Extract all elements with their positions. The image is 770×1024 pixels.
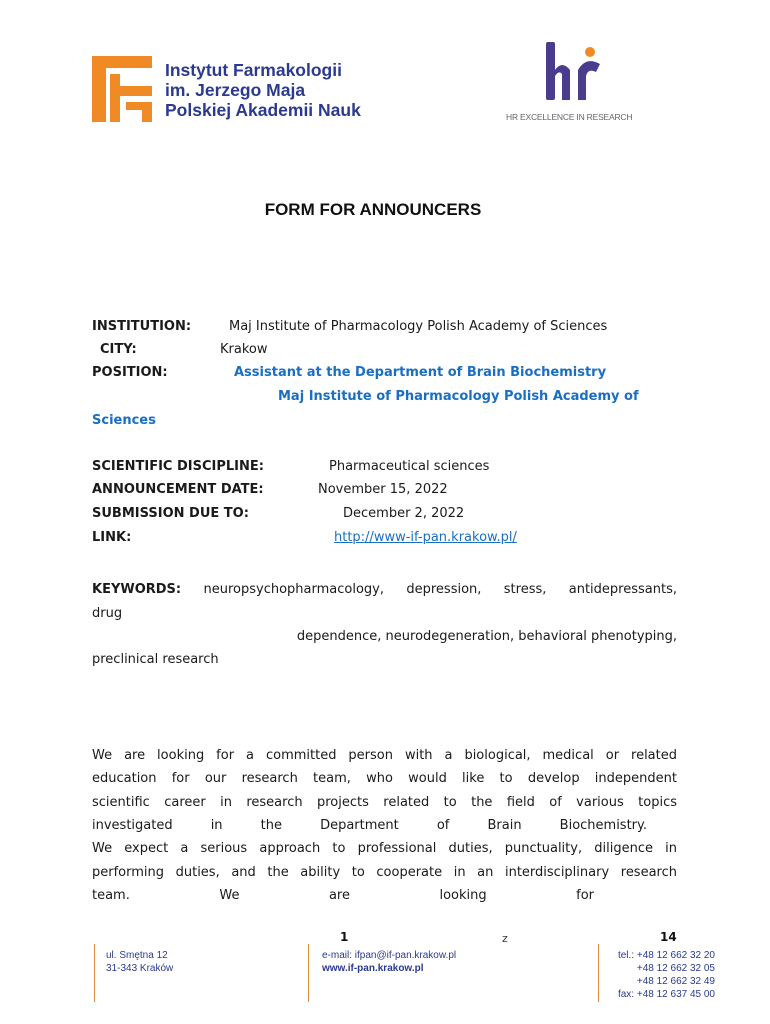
hr-tagline: HR EXCELLENCE IN RESEARCH — [506, 112, 633, 122]
discipline-label: SCIENTIFIC DISCIPLINE: — [92, 459, 264, 474]
city-label: CITY: — [100, 342, 137, 357]
position-value-line-1: Assistant at the Department of Brain Biochemistry — [234, 365, 607, 380]
footer-divider — [598, 944, 599, 1002]
footer-address-line-1: ul. Smętna 12 — [106, 950, 168, 961]
footer-website: www.if-pan.krakow.pl — [322, 963, 424, 974]
position-value-line-2: Maj Institute of Pharmacology Polish Academy of — [278, 389, 639, 404]
footer-fax: fax: +48 12 637 45 00 — [617, 989, 715, 1000]
footer-divider — [308, 944, 309, 1002]
body-line-2: education for our research team, who would like to develop independent — [92, 771, 677, 786]
institute-name-line-2: im. Jerzego Maja — [165, 80, 306, 100]
link-label: LINK: — [92, 530, 132, 545]
body-line-4: investigated in the Department of Brain Biochemistry. — [92, 818, 647, 833]
footer-divider — [94, 944, 95, 1002]
institute-name-line-3: Polskiej Akademii Nauk — [165, 100, 361, 120]
position-value-line-3: Sciences — [92, 413, 156, 428]
page-title: FORM FOR ANNOUNCERS — [264, 200, 482, 219]
keywords-line-1 — [92, 582, 677, 598]
announcement-date-label: ANNOUNCEMENT DATE: — [92, 482, 264, 497]
body-line-5: We expect a serious approach to professional duties, punctuality, diligence in — [92, 841, 677, 856]
keywords-line-4: preclinical research — [92, 652, 219, 667]
body-line-3: scientific career in research projects related to the field of various topics — [92, 795, 677, 810]
body-line-7: team. We are looking for — [92, 888, 594, 903]
keywords-line-2: drug — [92, 606, 123, 621]
footer-phone-3: +48 12 662 32 49 — [636, 976, 715, 987]
body-line-1: We are looking for a committed person with a biological, medical or related — [92, 748, 677, 763]
body-line-6: performing duties, and the ability to cooperate in an interdisciplinary research — [92, 865, 677, 880]
institution-label: INSTITUTION: — [92, 319, 192, 334]
position-label: POSITION: — [92, 365, 168, 380]
footer-phone-2: +48 12 662 32 05 — [636, 963, 715, 974]
institute-website-link[interactable]: http://www-if-pan.krakow.pl/ — [334, 530, 517, 545]
footer-address-line-2: 31-343 Kraków — [106, 963, 174, 974]
hr-excellence-logo — [540, 42, 608, 102]
institute-logo — [92, 56, 152, 122]
page-number-current: 1 — [340, 930, 349, 944]
announcement-date-value: November 15, 2022 — [318, 482, 448, 497]
discipline-value: Pharmaceutical sciences — [329, 459, 490, 474]
institution-value: Maj Institute of Pharmacology Polish Academy of Sciences — [229, 319, 608, 334]
page-number-separator: z — [502, 932, 508, 945]
city-value: Krakow — [220, 342, 268, 357]
footer-email: e-mail: ifpan@if-pan.krakow.pl — [322, 950, 457, 961]
submission-due-value: December 2, 2022 — [343, 506, 465, 521]
keywords-text-1: neuropsychopharmacology, depression, stress, antidepressants, — [203, 582, 677, 597]
page-number-total: 14 — [660, 930, 677, 944]
keywords-line-3: dependence, neurodegeneration, behavioral phenotyping, — [296, 629, 677, 644]
institute-name-line-1: Instytut Farmakologii — [165, 60, 342, 80]
footer-phone-1: tel.: +48 12 662 32 20 — [617, 950, 715, 961]
keywords-label: KEYWORDS: — [92, 582, 182, 597]
submission-due-label: SUBMISSION DUE TO: — [92, 506, 249, 521]
